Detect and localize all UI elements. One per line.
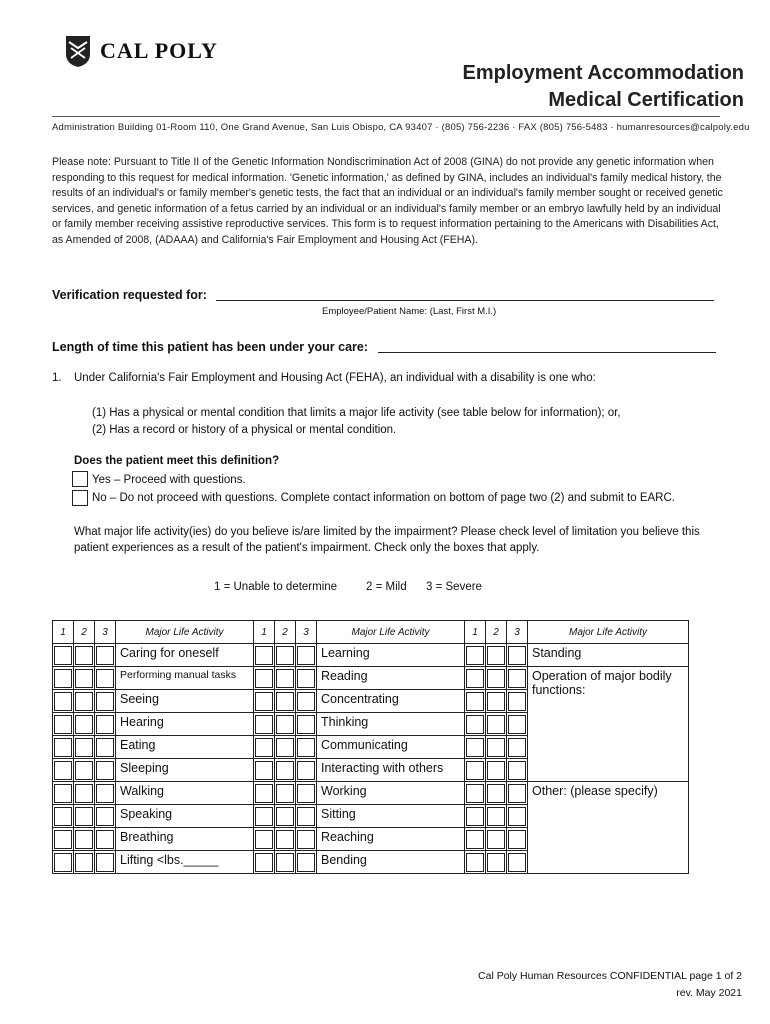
activity-cell bbox=[317, 713, 465, 736]
col3-row2-level-3-checkbox[interactable] bbox=[508, 692, 526, 711]
title-line-1: Employment Accommodation bbox=[462, 62, 744, 84]
col2-row2-level-1-checkbox-cell bbox=[254, 690, 275, 713]
col3-row5-level-1-checkbox-cell bbox=[465, 759, 486, 782]
col1-row1-level-3-checkbox[interactable] bbox=[96, 669, 114, 688]
col1-row0-level-1-checkbox-cell bbox=[53, 644, 74, 667]
col1-row2-level-2-checkbox-cell bbox=[74, 690, 95, 713]
col2-row3-level-2-checkbox-cell bbox=[275, 713, 296, 736]
col1-row3-level-2-checkbox[interactable] bbox=[75, 715, 93, 734]
col2-row8-level-1-checkbox[interactable] bbox=[255, 830, 273, 849]
header-1: 1 bbox=[254, 621, 275, 644]
col2-row5-level-2-checkbox[interactable] bbox=[276, 761, 294, 780]
col1-row2-level-2-checkbox[interactable] bbox=[75, 692, 93, 711]
col2-row7-level-1-checkbox-cell bbox=[254, 805, 275, 828]
col1-row1-level-1-checkbox-cell bbox=[53, 667, 74, 690]
col2-row7-level-3-checkbox[interactable] bbox=[297, 807, 315, 826]
col3-row5-level-2-checkbox-cell bbox=[486, 759, 507, 782]
no-label: No – Do not proceed with questions. Complete contact information on bottom of page two (2) and submit to EARC. bbox=[92, 492, 675, 504]
col3-row3-level-2-checkbox[interactable] bbox=[487, 715, 505, 734]
col1-row0-level-3-checkbox-cell bbox=[95, 644, 116, 667]
col2-row7-level-1-checkbox[interactable] bbox=[255, 807, 273, 826]
col2-row5-level-3-checkbox[interactable] bbox=[297, 761, 315, 780]
col3-row4-level-2-checkbox[interactable] bbox=[487, 738, 505, 757]
col2-row0-level-3-checkbox[interactable] bbox=[297, 646, 315, 665]
col1-row6-level-1-checkbox[interactable] bbox=[54, 784, 72, 803]
activity-cell bbox=[317, 782, 465, 805]
col1-row8-level-3-checkbox-cell bbox=[95, 828, 116, 851]
header-activity: Major Life Activity bbox=[116, 621, 254, 644]
activity-cell bbox=[116, 690, 254, 713]
activity-label: Standing bbox=[532, 646, 582, 660]
col3-row8-level-3-checkbox[interactable] bbox=[508, 830, 526, 849]
col1-row1-level-1-checkbox[interactable] bbox=[54, 669, 72, 688]
page-footer bbox=[478, 968, 742, 1002]
footer-confidential: Cal Poly Human Resources CONFIDENTIAL page 1 of 2 bbox=[478, 970, 742, 982]
activity-label: Working bbox=[321, 784, 367, 798]
definition-question: Does the patient meet this definition? bbox=[74, 455, 280, 467]
col2-row8-level-2-checkbox-cell bbox=[275, 828, 296, 851]
col2-row1-level-2-checkbox-cell bbox=[275, 667, 296, 690]
legend-mild: 2 = Mild bbox=[366, 581, 407, 593]
col3-row2-level-2-checkbox-cell bbox=[486, 690, 507, 713]
col2-row1-level-3-checkbox-cell bbox=[296, 667, 317, 690]
col3-row0-level-1-checkbox[interactable] bbox=[466, 646, 484, 665]
col1-row8-level-1-checkbox-cell bbox=[53, 828, 74, 851]
col3-row6-level-1-checkbox[interactable] bbox=[466, 784, 484, 803]
col2-row4-level-1-checkbox-cell bbox=[254, 736, 275, 759]
header-1: 1 bbox=[465, 621, 486, 644]
col1-row6-level-2-checkbox-cell bbox=[74, 782, 95, 805]
col2-row9-level-1-checkbox[interactable] bbox=[255, 853, 273, 872]
activity-cell bbox=[528, 644, 689, 667]
col3-row5-level-3-checkbox-cell bbox=[507, 759, 528, 782]
col3-row6-level-3-checkbox-cell bbox=[507, 782, 528, 805]
header-divider bbox=[52, 116, 720, 117]
col1-row8-level-2-checkbox[interactable] bbox=[75, 830, 93, 849]
activity-label: Lifting <lbs._____ bbox=[120, 853, 219, 867]
activity-cell bbox=[317, 805, 465, 828]
col2-row6-level-3-checkbox-cell bbox=[296, 782, 317, 805]
col2-row8-level-3-checkbox[interactable] bbox=[297, 830, 315, 849]
col1-row4-level-1-checkbox[interactable] bbox=[54, 738, 72, 757]
col1-row9-level-2-checkbox-cell bbox=[74, 851, 95, 874]
col1-row4-level-3-checkbox-cell bbox=[95, 736, 116, 759]
col2-row7-level-3-checkbox-cell bbox=[296, 805, 317, 828]
activity-cell bbox=[317, 644, 465, 667]
col2-row3-level-1-checkbox[interactable] bbox=[255, 715, 273, 734]
col1-row7-level-1-checkbox-cell bbox=[53, 805, 74, 828]
col3-row7-level-1-checkbox-cell bbox=[465, 805, 486, 828]
col1-row5-level-3-checkbox-cell bbox=[95, 759, 116, 782]
col2-row6-level-3-checkbox[interactable] bbox=[297, 784, 315, 803]
activity-cell bbox=[116, 667, 254, 690]
col1-row8-level-2-checkbox-cell bbox=[74, 828, 95, 851]
address-line: Administration Building 01-Room 110, One Grand Avenue, San Luis Obispo, CA 93407 · (805) 756-2236 · FAX (805) 756-5483 · humanresources@calpoly.edu bbox=[52, 122, 750, 133]
header-3: 3 bbox=[507, 621, 528, 644]
table-header-row bbox=[53, 621, 689, 644]
col1-row4-level-3-checkbox[interactable] bbox=[96, 738, 114, 757]
col3-row1-level-1-checkbox-cell bbox=[465, 667, 486, 690]
col2-row5-level-3-checkbox-cell bbox=[296, 759, 317, 782]
col3-row2-level-1-checkbox[interactable] bbox=[466, 692, 484, 711]
activity-label: Sitting bbox=[321, 807, 356, 821]
col2-row2-level-2-checkbox[interactable] bbox=[276, 692, 294, 711]
col1-row3-level-1-checkbox-cell bbox=[53, 713, 74, 736]
col3-row1-level-3-checkbox-cell bbox=[507, 667, 528, 690]
col3-row9-level-2-checkbox[interactable] bbox=[487, 853, 505, 872]
col3-row8-level-3-checkbox-cell bbox=[507, 828, 528, 851]
col3-row3-level-1-checkbox[interactable] bbox=[466, 715, 484, 734]
col1-row7-level-1-checkbox[interactable] bbox=[54, 807, 72, 826]
activity-label: Speaking bbox=[120, 807, 173, 821]
col2-row4-level-2-checkbox-cell bbox=[275, 736, 296, 759]
col3-row2-level-1-checkbox-cell bbox=[465, 690, 486, 713]
question-text: Under California's Fair Employment and Housing Act (FEHA), an individual with a disability is one who: bbox=[74, 372, 596, 384]
col1-row0-level-2-checkbox-cell bbox=[74, 644, 95, 667]
col2-row9-level-3-checkbox[interactable] bbox=[297, 853, 315, 872]
verification-name-field[interactable] bbox=[216, 300, 714, 301]
col1-row6-level-2-checkbox[interactable] bbox=[75, 784, 93, 803]
activity-label: Communicating bbox=[321, 738, 408, 752]
col1-row2-level-3-checkbox-cell bbox=[95, 690, 116, 713]
col2-row3-level-1-checkbox-cell bbox=[254, 713, 275, 736]
col2-row3-level-3-checkbox-cell bbox=[296, 713, 317, 736]
col2-row8-level-2-checkbox[interactable] bbox=[276, 830, 294, 849]
no-checkbox[interactable] bbox=[72, 490, 88, 506]
col2-row7-level-2-checkbox[interactable] bbox=[276, 807, 294, 826]
col1-row5-level-1-checkbox-cell bbox=[53, 759, 74, 782]
activity-label: Thinking bbox=[321, 715, 369, 729]
col2-row2-level-1-checkbox[interactable] bbox=[255, 692, 273, 711]
col2-row6-level-1-checkbox-cell bbox=[254, 782, 275, 805]
activity-label: Performing manual tasks bbox=[120, 669, 237, 681]
activity-label: Breathing bbox=[120, 830, 174, 844]
condition-2: (2) Has a record or history of a physical or mental condition. bbox=[92, 424, 397, 436]
col1-row3-level-3-checkbox[interactable] bbox=[96, 715, 114, 734]
col3-row7-level-2-checkbox-cell bbox=[486, 805, 507, 828]
footer-revision: rev. May 2021 bbox=[676, 987, 742, 999]
col2-row2-level-3-checkbox[interactable] bbox=[297, 692, 315, 711]
header-1: 1 bbox=[53, 621, 74, 644]
col1-row8-level-3-checkbox[interactable] bbox=[96, 830, 114, 849]
col3-row3-level-1-checkbox-cell bbox=[465, 713, 486, 736]
col2-row5-level-1-checkbox[interactable] bbox=[255, 761, 273, 780]
col3-row4-level-1-checkbox[interactable] bbox=[466, 738, 484, 757]
col3-row3-level-2-checkbox-cell bbox=[486, 713, 507, 736]
activity-cell bbox=[116, 828, 254, 851]
activity-label: Other: (please specify) bbox=[532, 784, 658, 798]
table-row bbox=[53, 782, 689, 805]
activity-cell bbox=[317, 851, 465, 874]
activity-label: Operation of major bodily functions: bbox=[532, 669, 672, 697]
col1-row1-level-3-checkbox-cell bbox=[95, 667, 116, 690]
col3-row1-level-2-checkbox[interactable] bbox=[487, 669, 505, 688]
activity-label: Sleeping bbox=[120, 761, 169, 775]
page-title bbox=[462, 60, 744, 114]
header-3: 3 bbox=[95, 621, 116, 644]
col3-row0-level-2-checkbox-cell bbox=[486, 644, 507, 667]
col3-row7-level-2-checkbox[interactable] bbox=[487, 807, 505, 826]
condition-1: (1) Has a physical or mental condition that limits a major life activity (see table below for information); or, bbox=[92, 407, 621, 419]
col1-row1-level-2-checkbox-cell bbox=[74, 667, 95, 690]
verification-label: Verification requested for: bbox=[52, 288, 207, 302]
logo-text: CAL POLY bbox=[100, 38, 218, 63]
col3-row0-level-1-checkbox-cell bbox=[465, 644, 486, 667]
col3-row7-level-3-checkbox[interactable] bbox=[508, 807, 526, 826]
col1-row0-level-2-checkbox[interactable] bbox=[75, 646, 93, 665]
col2-row0-level-2-checkbox-cell bbox=[275, 644, 296, 667]
col2-row0-level-3-checkbox-cell bbox=[296, 644, 317, 667]
col2-row6-level-2-checkbox[interactable] bbox=[276, 784, 294, 803]
header-2: 2 bbox=[275, 621, 296, 644]
col1-row8-level-1-checkbox[interactable] bbox=[54, 830, 72, 849]
col3-row0-level-2-checkbox[interactable] bbox=[487, 646, 505, 665]
col1-row0-level-3-checkbox[interactable] bbox=[96, 646, 114, 665]
col2-row4-level-2-checkbox[interactable] bbox=[276, 738, 294, 757]
col3-row9-level-2-checkbox-cell bbox=[486, 851, 507, 874]
col1-row9-level-1-checkbox[interactable] bbox=[54, 853, 72, 872]
col2-row9-level-1-checkbox-cell bbox=[254, 851, 275, 874]
col2-row2-level-3-checkbox-cell bbox=[296, 690, 317, 713]
col2-row5-level-2-checkbox-cell bbox=[275, 759, 296, 782]
col3-row7-level-1-checkbox[interactable] bbox=[466, 807, 484, 826]
col1-row9-level-3-checkbox[interactable] bbox=[96, 853, 114, 872]
header-3: 3 bbox=[296, 621, 317, 644]
col1-row3-level-1-checkbox[interactable] bbox=[54, 715, 72, 734]
header-activity: Major Life Activity bbox=[317, 621, 465, 644]
col1-row7-level-3-checkbox-cell bbox=[95, 805, 116, 828]
col3-row8-level-1-checkbox[interactable] bbox=[466, 830, 484, 849]
col2-row4-level-1-checkbox[interactable] bbox=[255, 738, 273, 757]
table-row bbox=[53, 644, 689, 667]
col3-row9-level-1-checkbox-cell bbox=[465, 851, 486, 874]
col2-row8-level-1-checkbox-cell bbox=[254, 828, 275, 851]
col3-row8-level-2-checkbox[interactable] bbox=[487, 830, 505, 849]
activity-question: What major life activity(ies) do you believe is/are limited by the impairment? Please check level of limitation you believe this patient experiences as a result of the patient's impairment. Check only the boxes that apply. bbox=[74, 526, 700, 554]
col1-row6-level-3-checkbox-cell bbox=[95, 782, 116, 805]
col2-row3-level-2-checkbox[interactable] bbox=[276, 715, 294, 734]
col3-row9-level-3-checkbox-cell bbox=[507, 851, 528, 874]
col3-row1-level-3-checkbox[interactable] bbox=[508, 669, 526, 688]
col3-row9-level-3-checkbox[interactable] bbox=[508, 853, 526, 872]
header-2: 2 bbox=[486, 621, 507, 644]
col1-row5-level-2-checkbox-cell bbox=[74, 759, 95, 782]
header-activity: Major Life Activity bbox=[528, 621, 689, 644]
legend-unable: 1 = Unable to determine bbox=[214, 581, 338, 593]
activity-cell bbox=[317, 667, 465, 690]
col2-row9-level-2-checkbox[interactable] bbox=[276, 853, 294, 872]
activity-cell bbox=[528, 667, 689, 782]
col3-row6-level-2-checkbox-cell bbox=[486, 782, 507, 805]
activity-cell bbox=[116, 736, 254, 759]
col2-row5-level-1-checkbox-cell bbox=[254, 759, 275, 782]
cal-poly-logo bbox=[64, 34, 218, 68]
activity-label: Seeing bbox=[120, 692, 159, 706]
title-line-2: Medical Certification bbox=[548, 89, 744, 111]
activity-cell bbox=[116, 713, 254, 736]
activity-cell bbox=[528, 782, 689, 874]
col1-row2-level-3-checkbox[interactable] bbox=[96, 692, 114, 711]
col2-row1-level-2-checkbox[interactable] bbox=[276, 669, 294, 688]
col2-row7-level-2-checkbox-cell bbox=[275, 805, 296, 828]
col3-row8-level-2-checkbox-cell bbox=[486, 828, 507, 851]
col2-row4-level-3-checkbox-cell bbox=[296, 736, 317, 759]
col2-row6-level-1-checkbox[interactable] bbox=[255, 784, 273, 803]
col3-row3-level-3-checkbox-cell bbox=[507, 713, 528, 736]
col1-row5-level-2-checkbox[interactable] bbox=[75, 761, 93, 780]
col3-row5-level-1-checkbox[interactable] bbox=[466, 761, 484, 780]
col2-row0-level-1-checkbox[interactable] bbox=[255, 646, 273, 665]
col1-row9-level-1-checkbox-cell bbox=[53, 851, 74, 874]
activity-label: Concentrating bbox=[321, 692, 399, 706]
col1-row6-level-1-checkbox-cell bbox=[53, 782, 74, 805]
col2-row9-level-3-checkbox-cell bbox=[296, 851, 317, 874]
col3-row5-level-2-checkbox[interactable] bbox=[487, 761, 505, 780]
col2-row1-level-3-checkbox[interactable] bbox=[297, 669, 315, 688]
activity-cell bbox=[116, 851, 254, 874]
legend-severe: 3 = Severe bbox=[426, 581, 482, 593]
col2-row4-level-3-checkbox[interactable] bbox=[297, 738, 315, 757]
col1-row5-level-3-checkbox[interactable] bbox=[96, 761, 114, 780]
verification-sublabel: Employee/Patient Name: (Last, First M.I.) bbox=[322, 306, 497, 317]
activity-label: Bending bbox=[321, 853, 367, 867]
activity-cell bbox=[317, 828, 465, 851]
yes-label: Yes – Proceed with questions. bbox=[92, 474, 246, 486]
col1-row3-level-2-checkbox-cell bbox=[74, 713, 95, 736]
col2-row1-level-1-checkbox-cell bbox=[254, 667, 275, 690]
col3-row6-level-3-checkbox[interactable] bbox=[508, 784, 526, 803]
activity-cell bbox=[317, 690, 465, 713]
col3-row1-level-1-checkbox[interactable] bbox=[466, 669, 484, 688]
col1-row5-level-1-checkbox[interactable] bbox=[54, 761, 72, 780]
length-of-care-field[interactable] bbox=[378, 352, 716, 353]
col3-row4-level-1-checkbox-cell bbox=[465, 736, 486, 759]
col1-row4-level-2-checkbox-cell bbox=[74, 736, 95, 759]
life-activity-table bbox=[52, 620, 689, 874]
col3-row0-level-3-checkbox[interactable] bbox=[508, 646, 526, 665]
col1-row7-level-2-checkbox[interactable] bbox=[75, 807, 93, 826]
col1-row9-level-3-checkbox-cell bbox=[95, 851, 116, 874]
col3-row2-level-2-checkbox[interactable] bbox=[487, 692, 505, 711]
col3-row8-level-1-checkbox-cell bbox=[465, 828, 486, 851]
col3-row5-level-3-checkbox[interactable] bbox=[508, 761, 526, 780]
col3-row4-level-2-checkbox-cell bbox=[486, 736, 507, 759]
activity-label: Reaching bbox=[321, 830, 374, 844]
activity-label: Interacting with others bbox=[321, 761, 444, 775]
gina-note: Please note: Pursuant to Title II of the Genetic Information Nondiscrimination Act of 2008 (GINA) do not provide any genetic information when responding to this request for medical information. 'Genetic information,' as defined by GINA, includes an individual's family medical history, the results of an individual's or family member's genetic tests, the fact that an individual or an individual's family member sought or received genetic services, and genetic information of a fetus carried by an individual or an individual's family member or an embryo lawfully held by an individual or family member receiving assistive reproductive services. This form is to request information pertaining to the Americans with Disabilities Act, as Amended of 2008, (ADAAA) and California's Fair Employment and Housing Act (FEHA). bbox=[52, 156, 723, 246]
activity-cell bbox=[116, 782, 254, 805]
length-of-care-label: Length of time this patient has been under your care: bbox=[52, 340, 369, 354]
activity-cell bbox=[116, 644, 254, 667]
col1-row2-level-1-checkbox-cell bbox=[53, 690, 74, 713]
activity-label: Walking bbox=[120, 784, 164, 798]
col3-row4-level-3-checkbox-cell bbox=[507, 736, 528, 759]
activity-cell bbox=[317, 759, 465, 782]
col3-row9-level-1-checkbox[interactable] bbox=[466, 853, 484, 872]
col1-row2-level-1-checkbox[interactable] bbox=[54, 692, 72, 711]
col3-row2-level-3-checkbox-cell bbox=[507, 690, 528, 713]
col2-row2-level-2-checkbox-cell bbox=[275, 690, 296, 713]
col1-row9-level-2-checkbox[interactable] bbox=[75, 853, 93, 872]
col2-row1-level-1-checkbox[interactable] bbox=[255, 669, 273, 688]
yes-checkbox[interactable] bbox=[72, 471, 88, 487]
col3-row6-level-2-checkbox[interactable] bbox=[487, 784, 505, 803]
activity-cell bbox=[116, 805, 254, 828]
col2-row8-level-3-checkbox-cell bbox=[296, 828, 317, 851]
col1-row1-level-2-checkbox[interactable] bbox=[75, 669, 93, 688]
header-2: 2 bbox=[74, 621, 95, 644]
col3-row3-level-3-checkbox[interactable] bbox=[508, 715, 526, 734]
col2-row9-level-2-checkbox-cell bbox=[275, 851, 296, 874]
question-number: 1. bbox=[52, 372, 62, 384]
activity-label: Hearing bbox=[120, 715, 164, 729]
col1-row4-level-1-checkbox-cell bbox=[53, 736, 74, 759]
col2-row0-level-2-checkbox[interactable] bbox=[276, 646, 294, 665]
col1-row6-level-3-checkbox[interactable] bbox=[96, 784, 114, 803]
col3-row1-level-2-checkbox-cell bbox=[486, 667, 507, 690]
col1-row0-level-1-checkbox[interactable] bbox=[54, 646, 72, 665]
activity-label: Caring for oneself bbox=[120, 646, 219, 660]
activity-label: Reading bbox=[321, 669, 368, 683]
col3-row7-level-3-checkbox-cell bbox=[507, 805, 528, 828]
col2-row0-level-1-checkbox-cell bbox=[254, 644, 275, 667]
activity-label: Learning bbox=[321, 646, 370, 660]
col3-row0-level-3-checkbox-cell bbox=[507, 644, 528, 667]
table-row bbox=[53, 667, 689, 690]
col1-row4-level-2-checkbox[interactable] bbox=[75, 738, 93, 757]
col1-row7-level-3-checkbox[interactable] bbox=[96, 807, 114, 826]
activity-cell bbox=[116, 759, 254, 782]
col1-row7-level-2-checkbox-cell bbox=[74, 805, 95, 828]
col2-row6-level-2-checkbox-cell bbox=[275, 782, 296, 805]
seal-icon bbox=[64, 34, 92, 68]
col3-row6-level-1-checkbox-cell bbox=[465, 782, 486, 805]
col2-row3-level-3-checkbox[interactable] bbox=[297, 715, 315, 734]
activity-cell bbox=[317, 736, 465, 759]
col3-row4-level-3-checkbox[interactable] bbox=[508, 738, 526, 757]
disability-conditions bbox=[92, 405, 621, 439]
activity-label: Eating bbox=[120, 738, 156, 752]
col1-row3-level-3-checkbox-cell bbox=[95, 713, 116, 736]
